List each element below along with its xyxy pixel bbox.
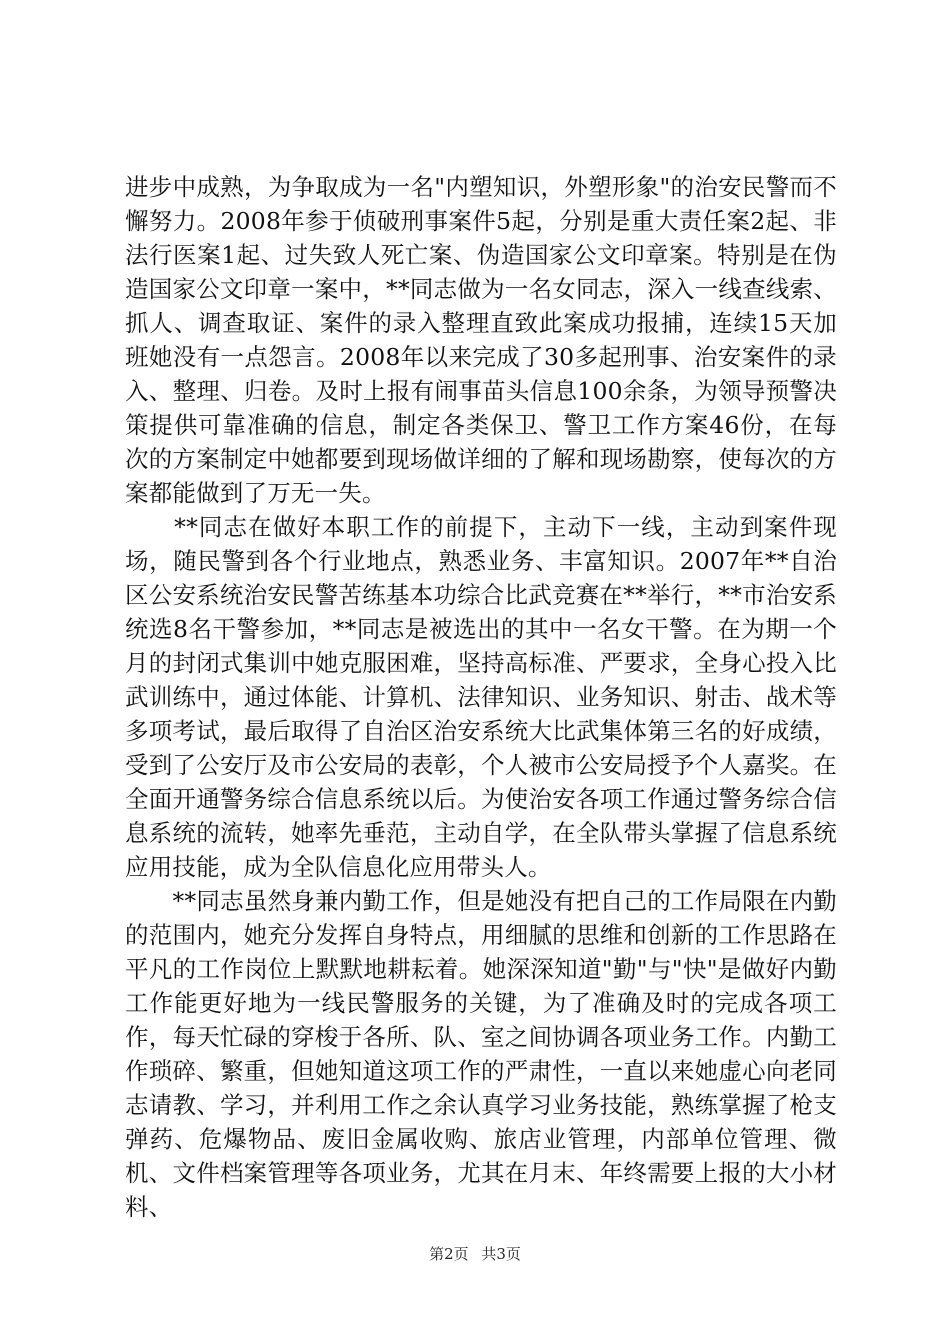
page-number: 第2页 [429, 1245, 469, 1263]
page-footer [0, 1244, 950, 1264]
document-body [125, 170, 837, 1224]
page-total: 共3页 [481, 1245, 521, 1263]
paragraph-3: **同志虽然身兼内勤工作，但是她没有把自己的工作局限在内勤的范围内，她充分发挥自身特点，用细腻的思维和创新的工作思路在平凡的工作岗位上默默地耕耘着。她深深知道"勤"与"快"是做好内勤工作能更好地为一线民警服务的关键，为了准确及时的完成各项工作，每天忙碌的穿梭于各所、队、室之间协调各项业务工作。内勤工作琐碎、繁重，但她知道这项工作的严肃性，一直以来她虚心向老同志请教、学习，并利用工作之余认真学习业务技能，熟练掌握了枪支弹药、危爆物品、废旧金属收购、旅店业管理，内部单位管理、微机、文件档案管理等各项业务，尤其在月末、年终需要上报的大小材料、 [125, 887, 837, 1221]
paragraph-1: 进步中成熟，为争取成为一名"内塑知识，外塑形象"的治安民警而不懈努力。2008年参于侦破刑事案件5起，分别是重大责任案2起、非法行医案1起、过失致人死亡案、伪造国家公文印章案。特别是在伪造国家公文印章一案中，**同志做为一名女同志，深入一线查线索、抓人、调查取证、案件的录入整理直致此案成功报捕，连续15天加班她没有一点怨言。2008年以来完成了30多起刑事、治安案件的录入、整理、归卷。及时上报有闹事苗头信息100余条，为领导预警决策提供可靠准确的信息，制定各类保卫、警卫工作方案46份，在每次的方案制定中她都要到现场做详细的了解和现场勘察，使每次的方案都能做到了万无一失。 [125, 173, 837, 507]
paragraph-2: **同志在做好本职工作的前提下，主动下一线，主动到案件现场，随民警到各个行业地点，熟悉业务、丰富知识。2007年**自治区公安系统治安民警苦练基本功综合比武竞赛在**举行，**市治安系统选8名干警参加，**同志是被选出的其中一名女干警。在为期一个月的封闭式集训中她克服困难，坚持高标准、严要求，全身心投入比武训练中，通过体能、计算机、法律知识、业务知识、射击、战术等多项考试，最后取得了自治区治安系统大比武集体第三名的好成绩，受到了公安厅及市公安局的表彰，个人被市公安局授予个人嘉奖。在全面开通警务综合信息系统以后。为使治安各项工作通过警务综合信息系统的流转，她率先垂范，主动自学，在全队带头掌握了信息系统应用技能，成为全队信息化应用带头人。 [125, 513, 837, 881]
